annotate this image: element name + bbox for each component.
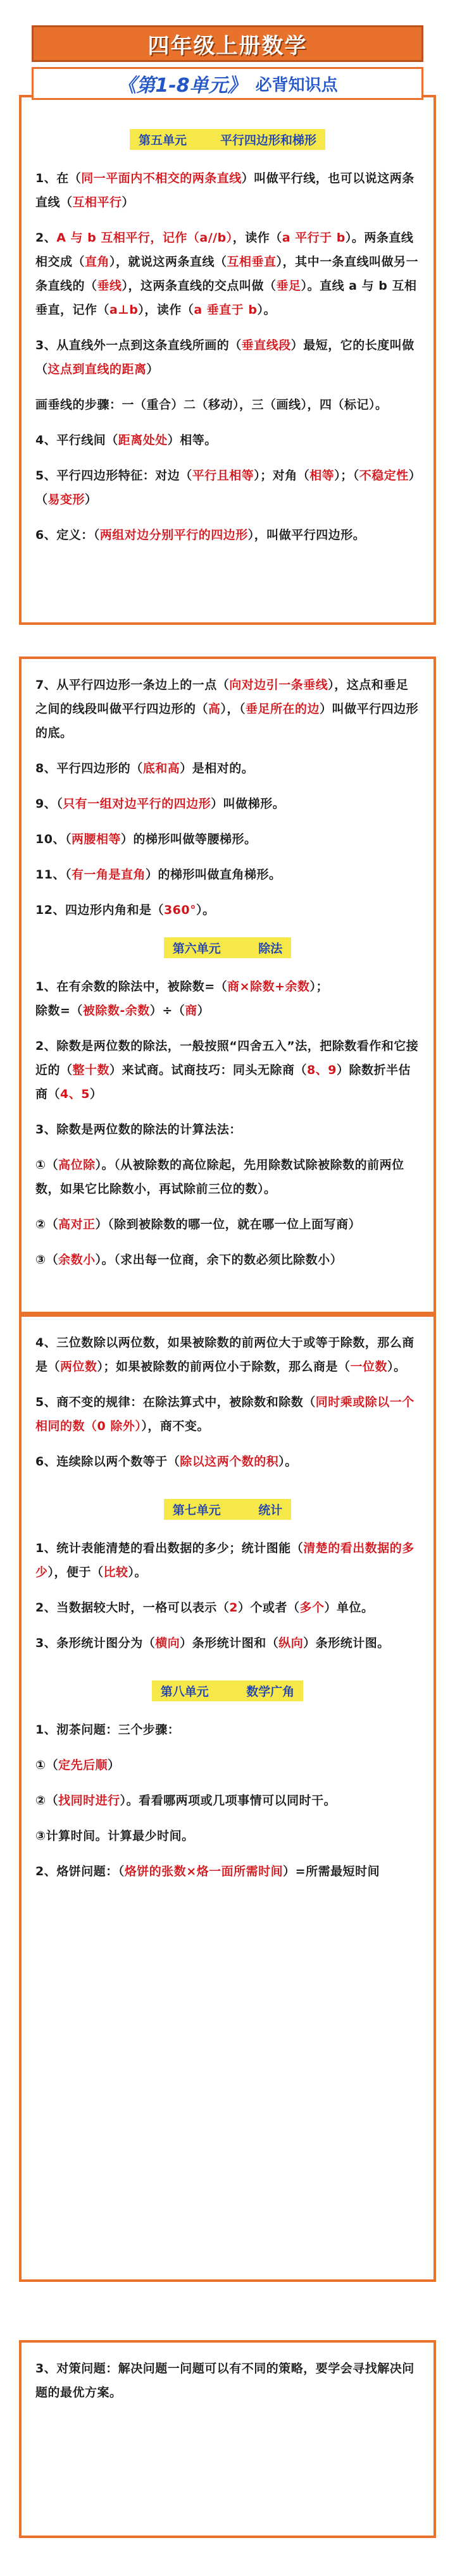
panel-unit-5	[19, 95, 436, 625]
panel-unit-6-7-8	[19, 1314, 436, 2282]
unit-label: 第八单元 数学广角	[152, 1680, 304, 1701]
subtitle-banner	[32, 67, 423, 100]
unit-heading	[35, 129, 420, 150]
panel-unit-5-6	[19, 656, 436, 1314]
list-item: 12、四边形内角和是（360°）。	[35, 903, 215, 917]
list-item: 3、除数是两位数的除法的计算法法：	[35, 1123, 242, 1137]
list-item: 1、在有余数的除法中，被除数=（商×除数+余数）； 除数=（被除数-余数）÷（商）	[35, 980, 329, 1018]
unit-heading	[35, 937, 420, 958]
page-title: 四年级上册数学	[147, 33, 308, 59]
list-item: 6、连续除以两个数等于（除以这两个数的积）。	[35, 1455, 297, 1469]
list-item: ②（高对正）（除到被除数的哪一位，就在哪一位上面写商）	[35, 1217, 361, 1231]
list-item: 3、条形统计图分为（横向）条形统计图和（纵向）条形统计图。	[35, 1636, 390, 1650]
list-item: 1、在（同一平面内不相交的两条直线）叫做平行线，也可以说这两条直线（互相平行）	[35, 171, 414, 209]
list-item: 4、三位数除以两位数，如果被除数的前两位大于或等于除数，那么商是（两位数）；如果被除数的前两位小于除数，那么商是（一位数）。	[35, 1336, 414, 1374]
list-item: 8、平行四边形的（底和高）是相对的。	[35, 761, 254, 775]
list-item: 11、（有一角是直角）的梯形叫做直角梯形。	[35, 868, 282, 882]
unit-heading	[35, 1499, 420, 1520]
list-item: 4、平行线间（距离处处）相等。	[35, 433, 217, 447]
list-item: 6、定义：（两组对边分别平行的四边形），叫做平行四边形。	[35, 528, 366, 542]
list-item: ③（余数小）。（求出每一位商，余下的数必须比除数小）	[35, 1253, 343, 1267]
unit-label: 第七单元 统计	[164, 1499, 292, 1520]
list-item: 3、从直线外一点到这条直线所画的（垂直线段）最短，它的长度叫做（这点到直线的距离）	[35, 338, 414, 376]
list-item: 9、（只有一组对边平行的四边形）叫做梯形。	[35, 797, 285, 811]
list-item: 2、当数据较大时，一格可以表示（2）个或者（多个）单位。	[35, 1601, 374, 1615]
unit-heading	[35, 1680, 420, 1701]
unit-label: 第五单元 平行四边形和梯形	[130, 129, 325, 150]
list-item: ①（定先后顺）	[35, 1758, 120, 1772]
list-item: 5、平行四边形特征：对边（平行且相等）；对角（相等）；（不稳定性）（易变形）	[35, 469, 415, 507]
subtitle-text: 必背知识点	[255, 75, 338, 95]
subtitle-range: 《第1-8单元》	[117, 75, 247, 97]
list-item: ③计算时间。计算最少时间。	[35, 1829, 194, 1843]
unit-label: 第六单元 除法	[164, 937, 292, 958]
list-item: 2、除数是两位数的除法，一般按照“四舍五入”法，把除数看作和它接近的（整十数）来试商。试商技巧：同头无除商（8、9）除数折半估商（4、5）	[35, 1039, 419, 1101]
panel-unit-8-end	[19, 2340, 436, 2538]
list-item: ①（高位除）。（从被除数的高位除起，先用除数试除被除数的前两位数，如果它比除数小，再试除前三位的数）。	[35, 1158, 404, 1196]
list-item: 画垂线的步骤：一（重合）二（移动），三（画线），四（标记）。	[35, 398, 388, 412]
list-item: 1、统计表能清楚的看出数据的多少；统计图能（清楚的看出数据的多少），便于（比较）。	[35, 1541, 414, 1579]
list-item: 5、商不变的规律：在除法算式中，被除数和除数（同时乘或除以一个相同的数（0 除外）），商不变。	[35, 1395, 414, 1433]
list-item: 2、A 与 b 互相平行，记作（a//b），读作（a 平行于 b）。两条直线相交成（直角），就说这两条直线（互相垂直），其中一条直线叫做另一条直线的（垂线），这两条直线的交点叫做（垂足）。直线 a 与 b 互相垂直，记作（a⊥b），读作（a 垂直于 b）。	[35, 231, 419, 317]
list-item: 10、（两腰相等）的梯形叫做等腰梯形。	[35, 832, 257, 846]
list-item: 7、从平行四边形一条边上的一点（向对边引一条垂线），这点和垂足之间的线段叫做平行四边形的（高），（垂足所在的边）叫做平行四边形的底。	[35, 678, 419, 740]
list-item: ②（找同时进行）。看看哪两项或几项事情可以同时干。	[35, 1794, 337, 1808]
title-banner	[32, 25, 423, 62]
list-item: 2、烙饼问题：（烙饼的张数×烙一面所需时间）=所需最短时间	[35, 1864, 380, 1878]
list-item: 1、沏茶问题：三个步骤：	[35, 1723, 180, 1737]
list-item: 3、对策问题：解决问题一问题可以有不同的策略，要学会寻找解决问题的最优方案。	[35, 2362, 414, 2400]
